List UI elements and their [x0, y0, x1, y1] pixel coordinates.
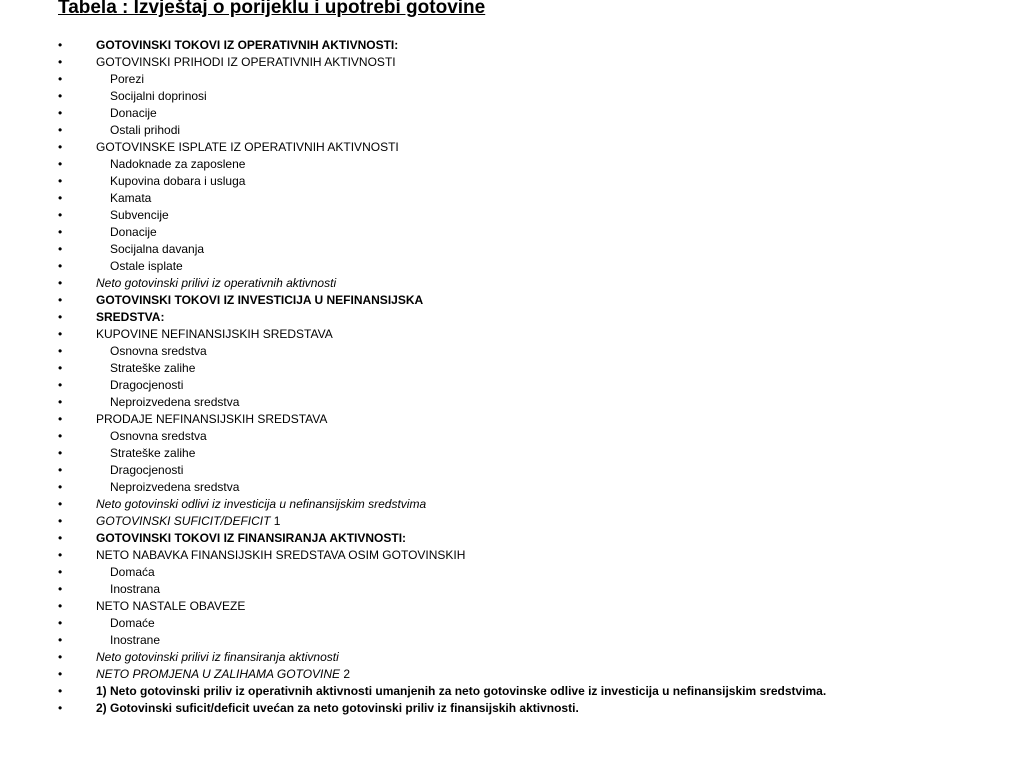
bullet-icon: • [58, 480, 63, 494]
bullet-icon: • [58, 599, 63, 613]
list-item [0, 343, 1024, 360]
list-item [0, 37, 1024, 54]
bullet-icon: • [58, 208, 63, 222]
bullet-list [0, 37, 1024, 717]
list-item-label: Porezi [110, 72, 145, 86]
list-item-text [110, 428, 207, 445]
bullet-icon: • [58, 225, 63, 239]
list-item-label: SREDSTVA: [96, 310, 165, 324]
bullet-icon: • [58, 72, 63, 86]
list-item-text [110, 190, 151, 207]
list-item-label: Nadoknade za zaposlene [110, 157, 246, 171]
list-item [0, 496, 1024, 513]
bullet-icon: • [58, 429, 63, 443]
bullet-icon: • [58, 38, 63, 52]
list-item-text [110, 581, 160, 598]
list-item [0, 258, 1024, 275]
list-item-text [110, 462, 183, 479]
list-item [0, 190, 1024, 207]
list-item-label: Neproizvedena sredstva [110, 480, 240, 494]
bullet-icon: • [58, 395, 63, 409]
list-item-label: Inostrana [110, 582, 161, 596]
list-item-label: Domaća [110, 565, 155, 579]
list-item [0, 360, 1024, 377]
list-item-label: Osnovna sredstva [110, 429, 207, 443]
list-item-label: Strateške zalihe [110, 361, 196, 375]
list-item [0, 309, 1024, 326]
bullet-icon: • [58, 293, 63, 307]
bullet-icon: • [58, 667, 63, 681]
list-item-label: Ostali prihodi [110, 123, 181, 137]
list-item [0, 122, 1024, 139]
list-item-text [110, 241, 204, 258]
footnote-marker: 1 [270, 514, 281, 528]
list-item-label: Neproizvedena sredstva [110, 395, 240, 409]
bullet-icon: • [58, 259, 63, 273]
list-item-text [110, 479, 239, 496]
bullet-icon: • [58, 276, 63, 290]
list-item-text [110, 207, 169, 224]
bullet-icon: • [58, 463, 63, 477]
list-item-label: NETO NASTALE OBAVEZE [96, 599, 246, 613]
list-item-label: Socijalna davanja [110, 242, 205, 256]
list-item-text [110, 122, 180, 139]
list-item-label: Domaće [110, 616, 155, 630]
list-item [0, 394, 1024, 411]
list-item-text [96, 598, 245, 615]
list-item [0, 224, 1024, 241]
list-item [0, 615, 1024, 632]
list-item [0, 54, 1024, 71]
page-title: Tabela : Izvještaj o porijeklu i upotrebi gotovine [58, 0, 486, 18]
list-item-text [110, 156, 245, 173]
list-item-text [96, 496, 426, 513]
list-item-label: Neto gotovinski prilivi iz finansiranja aktivnosti [96, 650, 339, 664]
list-item-label: GOTOVINSKI TOKOVI IZ FINANSIRANJA AKTIVNOSTI: [96, 531, 407, 545]
list-item-label: KUPOVINE NEFINANSIJSKIH SREDSTAVA [96, 327, 333, 341]
list-item-label: 1) Neto gotovinski priliv iz operativnih aktivnosti umanjenih za neto gotovinske odlive iz investicija u nefinansijskim sredstvima. [96, 684, 827, 698]
list-item-label: PRODAJE NEFINANSIJSKIH SREDSTAVA [96, 412, 328, 426]
bullet-icon: • [58, 191, 63, 205]
bullet-icon: • [58, 242, 63, 256]
list-item [0, 173, 1024, 190]
bullet-icon: • [58, 616, 63, 630]
bullet-icon: • [58, 310, 63, 324]
bullet-icon: • [58, 344, 63, 358]
list-item [0, 411, 1024, 428]
list-item-text [96, 275, 336, 292]
list-item [0, 292, 1024, 309]
bullet-icon: • [58, 497, 63, 511]
bullet-icon: • [58, 684, 63, 698]
footnote-marker: 2 [340, 667, 351, 681]
bullet-icon: • [58, 327, 63, 341]
list-item-text [96, 292, 423, 309]
list-item-text [110, 445, 195, 462]
list-item [0, 88, 1024, 105]
list-item-label: Inostrane [110, 633, 161, 647]
bullet-icon: • [58, 55, 63, 69]
list-item-label: Neto gotovinski prilivi iz operativnih aktivnosti [96, 276, 337, 290]
list-item [0, 275, 1024, 292]
list-item-label: Kupovina dobara i usluga [110, 174, 246, 188]
list-item [0, 105, 1024, 122]
list-item-text [96, 37, 398, 54]
list-item [0, 683, 1024, 700]
bullet-icon: • [58, 412, 63, 426]
list-item-text [96, 700, 579, 717]
list-item [0, 649, 1024, 666]
list-item-text [96, 513, 280, 530]
list-item [0, 666, 1024, 683]
bullet-icon: • [58, 701, 63, 715]
list-item-text [96, 666, 350, 683]
list-item [0, 445, 1024, 462]
list-item-text [96, 54, 396, 71]
list-item-text [96, 326, 333, 343]
list-item-text [110, 343, 207, 360]
list-item-label: Ostale isplate [110, 259, 183, 273]
list-item-label: Socijalni doprinosi [110, 89, 207, 103]
list-item [0, 139, 1024, 156]
list-item-text [96, 139, 399, 156]
bullet-icon: • [58, 123, 63, 137]
list-item-text [110, 258, 183, 275]
list-item-text [110, 71, 144, 88]
bullet-icon: • [58, 565, 63, 579]
bullet-icon: • [58, 157, 63, 171]
list-item-label: Donacije [110, 225, 157, 239]
list-item-text [110, 173, 245, 190]
list-item [0, 598, 1024, 615]
bullet-icon: • [58, 378, 63, 392]
list-item-text [96, 309, 164, 326]
list-item-label: GOTOVINSKE ISPLATE IZ OPERATIVNIH AKTIVNOSTI [96, 140, 399, 154]
list-item-label: GOTOVINSKI TOKOVI IZ OPERATIVNIH AKTIVNOSTI: [96, 38, 399, 52]
list-item [0, 71, 1024, 88]
bullet-icon: • [58, 582, 63, 596]
list-item [0, 428, 1024, 445]
list-item-text [96, 530, 406, 547]
list-item-label: GOTOVINSKI SUFICIT/DEFICIT [96, 514, 271, 528]
list-item-text [110, 360, 195, 377]
bullet-icon: • [58, 446, 63, 460]
list-item-label: Donacije [110, 106, 157, 120]
bullet-icon: • [58, 531, 63, 545]
list-item-text [110, 615, 155, 632]
bullet-icon: • [58, 650, 63, 664]
list-item [0, 547, 1024, 564]
list-item [0, 241, 1024, 258]
list-item [0, 581, 1024, 598]
list-item [0, 207, 1024, 224]
list-item-text [96, 683, 826, 700]
list-item-text [96, 649, 339, 666]
list-item-label: 2) Gotovinski suficit/deficit uvećan za neto gotovinski priliv iz finansijskih aktivnosti. [96, 701, 579, 715]
list-item [0, 326, 1024, 343]
bullet-icon: • [58, 106, 63, 120]
list-item-label: Neto gotovinski odlivi iz investicija u nefinansijskim sredstvima [96, 497, 427, 511]
bullet-icon: • [58, 548, 63, 562]
bullet-icon: • [58, 174, 63, 188]
list-item-text [110, 377, 183, 394]
list-item-label: Osnovna sredstva [110, 344, 207, 358]
list-item-text [110, 105, 157, 122]
list-item [0, 479, 1024, 496]
list-item [0, 530, 1024, 547]
list-item-label: NETO NABAVKA FINANSIJSKIH SREDSTAVA OSIM GOTOVINSKIH [96, 548, 466, 562]
list-item [0, 377, 1024, 394]
list-item-text [110, 224, 157, 241]
list-item-label: GOTOVINSKI PRIHODI IZ OPERATIVNIH AKTIVNOSTI [96, 55, 396, 69]
list-item [0, 632, 1024, 649]
list-item-label: GOTOVINSKI TOKOVI IZ INVESTICIJA U NEFINANSIJSKA [96, 293, 424, 307]
bullet-icon: • [58, 633, 63, 647]
list-item-label: Subvencije [110, 208, 169, 222]
bullet-icon: • [58, 361, 63, 375]
list-item [0, 156, 1024, 173]
list-item-text [96, 411, 327, 428]
list-item-text [96, 547, 465, 564]
list-item [0, 462, 1024, 479]
bullet-icon: • [58, 140, 63, 154]
bullet-icon: • [58, 514, 63, 528]
list-item [0, 513, 1024, 530]
list-item-label: Kamata [110, 191, 152, 205]
bullet-icon: • [58, 89, 63, 103]
list-item-text [110, 394, 239, 411]
list-item-text [110, 632, 160, 649]
list-item [0, 700, 1024, 717]
list-item-label: NETO PROMJENA U ZALIHAMA GOTOVINE [96, 667, 341, 681]
list-item-label: Dragocjenosti [110, 463, 184, 477]
list-item-label: Dragocjenosti [110, 378, 184, 392]
list-item [0, 564, 1024, 581]
list-item-text [110, 88, 207, 105]
list-item-text [110, 564, 155, 581]
list-item-label: Strateške zalihe [110, 446, 196, 460]
